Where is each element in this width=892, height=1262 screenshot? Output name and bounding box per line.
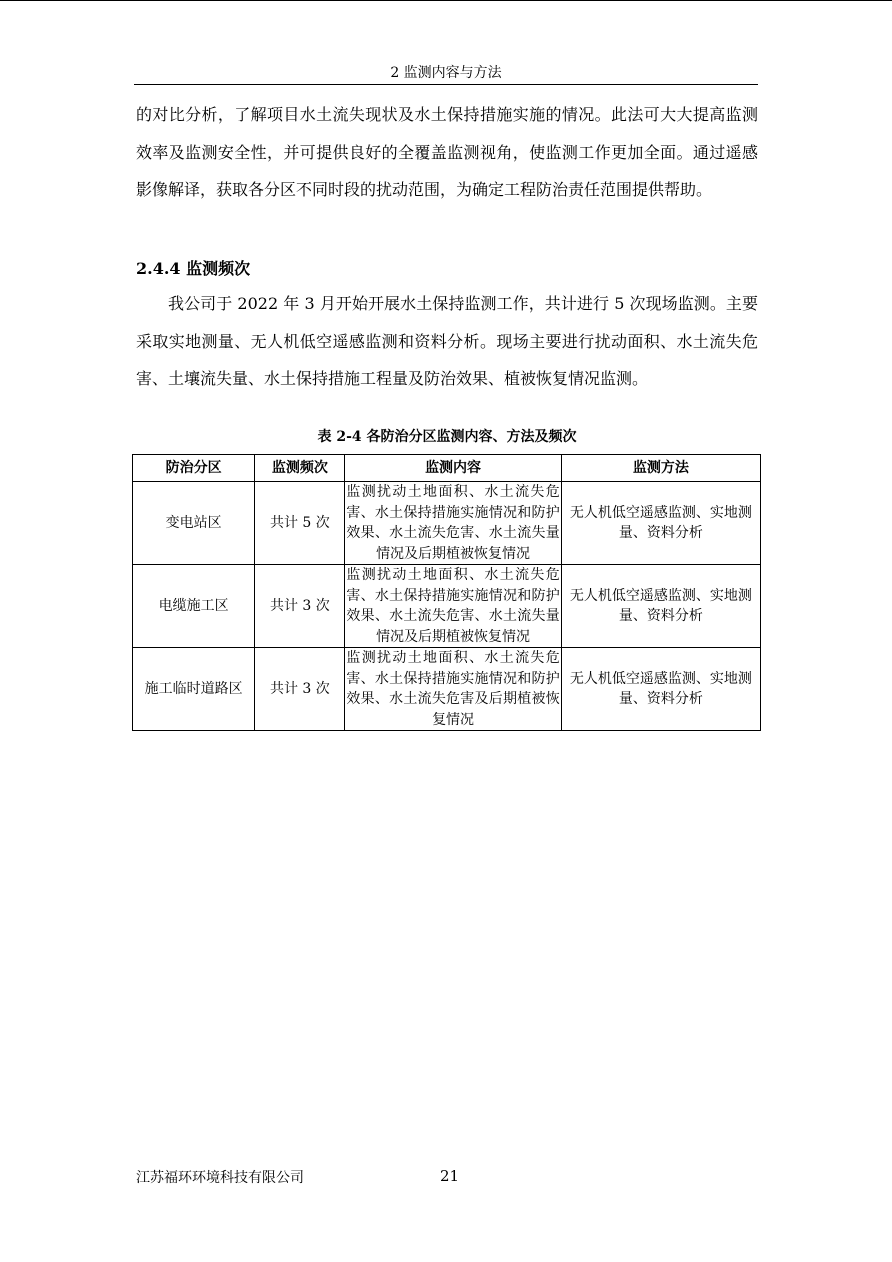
cell-zone: 施工临时道路区: [133, 648, 255, 731]
cell-frequency: 共计 3 次: [255, 648, 345, 731]
page-top-border: [0, 0, 892, 1]
section-heading: 2.4.4 监测频次: [136, 259, 251, 278]
table-row: [133, 648, 761, 731]
page-number: 21: [440, 1167, 460, 1185]
table-header-row: [133, 455, 761, 482]
cell-frequency: 共计 5 次: [255, 482, 345, 565]
cell-zone: 电缆施工区: [133, 565, 255, 648]
running-header: 2 监测内容与方法: [390, 65, 502, 81]
header-content: 监测内容: [345, 455, 561, 482]
cell-method: 无人机低空遥感监测、实地测量、资料分析: [561, 565, 760, 648]
header-zone: 防治分区: [133, 455, 255, 482]
table-row: [133, 565, 761, 648]
cell-frequency: 共计 3 次: [255, 565, 345, 648]
header-method: 监测方法: [561, 455, 760, 482]
cell-method: 无人机低空遥感监测、实地测量、资料分析: [561, 482, 760, 565]
header-rule: [134, 84, 758, 85]
cell-content: 监测扰动土地面积、水土流失危害、水土保持措施实施情况和防护效果、水土流失危害及后期植被恢复情况: [345, 648, 561, 731]
cell-zone: 变电站区: [133, 482, 255, 565]
cell-method: 无人机低空遥感监测、实地测量、资料分析: [561, 648, 760, 731]
monitoring-table: [132, 454, 761, 731]
cell-content: 监测扰动土地面积、水土流失危害、水土保持措施实施情况和防护效果、水土流失危害、水土流失量情况及后期植被恢复情况: [345, 565, 561, 648]
body-paragraph-2: 我公司于 2022 年 3 月开始开展水土保持监测工作，共计进行 5 次现场监测。主要采取实地测量、无人机低空遥感监测和资料分析。现场主要进行扰动面积、水土流失危害、土壤流失量、水土保持措施工程量及防治效果、植被恢复情况监测。: [136, 294, 758, 388]
body-paragraph-1: 的对比分析，了解项目水土流失现状及水土保持措施实施的情况。此法可大大提高监测效率及监测安全性，并可提供良好的全覆盖监测视角，使监测工作更加全面。通过遥感影像解译，获取各分区不同时段的扰动范围，为确定工程防治责任范围提供帮助。: [136, 105, 758, 199]
header-frequency: 监测频次: [255, 455, 345, 482]
cell-content: 监测扰动土地面积、水土流失危害、水土保持措施实施情况和防护效果、水土流失危害、水土流失量情况及后期植被恢复情况: [345, 482, 561, 565]
footer-company: 江苏福环环境科技有限公司: [136, 1170, 304, 1186]
table-caption: 表 2-4 各防治分区监测内容、方法及频次: [317, 429, 577, 445]
table-row: [133, 482, 761, 565]
